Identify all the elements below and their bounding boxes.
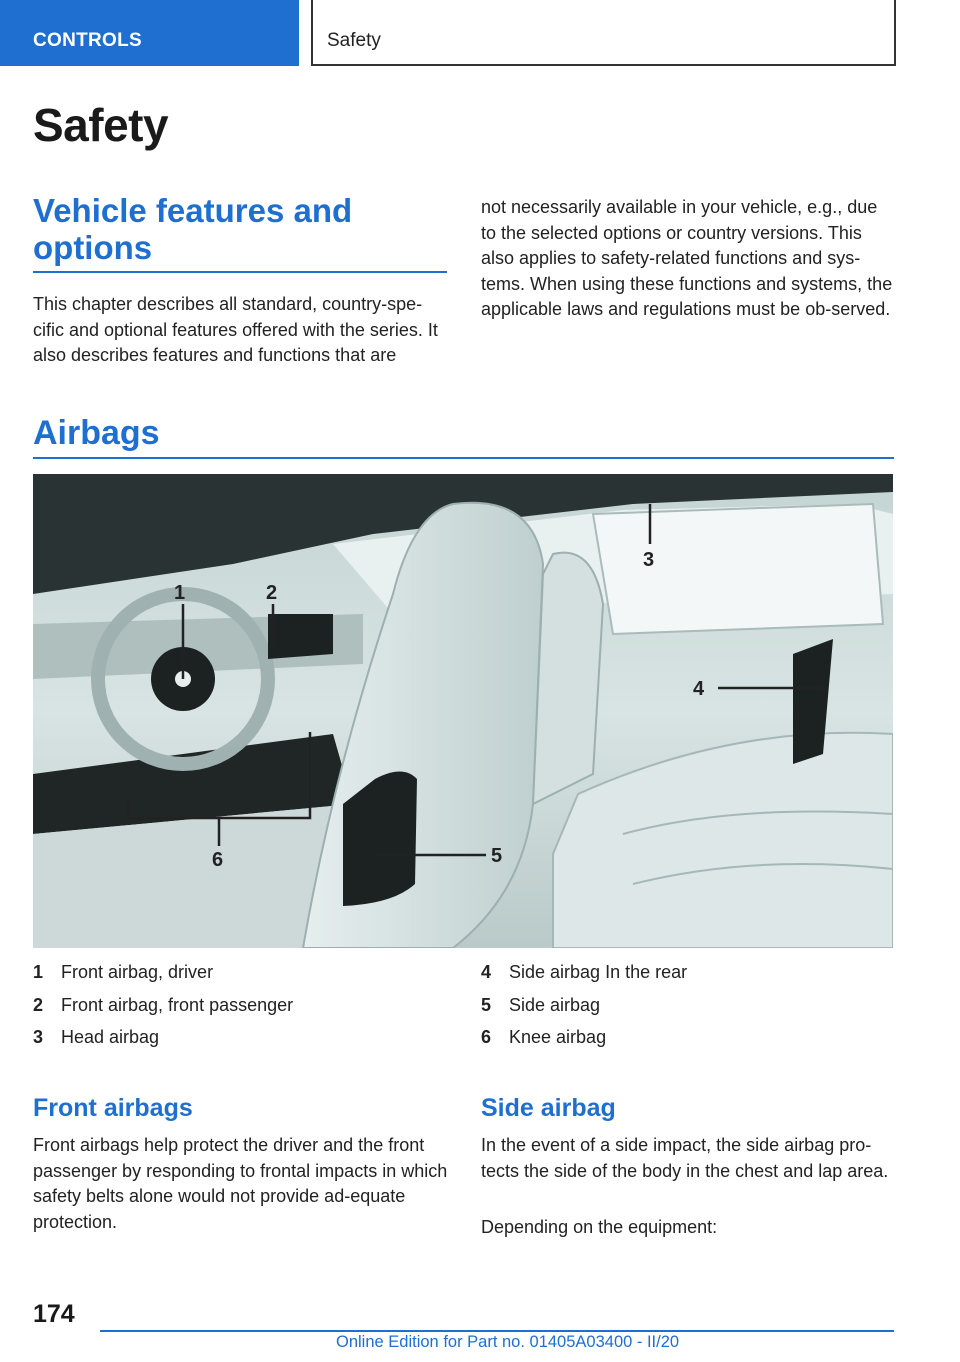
footer-rule <box>100 1330 894 1332</box>
heading-rule <box>33 271 447 273</box>
legend-number: 3 <box>33 1027 44 1047</box>
legend-number: 6 <box>481 1027 492 1047</box>
front-airbags-heading: Front airbags <box>33 1094 193 1122</box>
callout-5: 5 <box>491 845 503 867</box>
front-airbags-paragraph: Front airbags help protect the driver and the front passenger by responding to frontal impacts in which safety belts alone would not provide ad-equate protection. <box>33 1135 448 1232</box>
callout-3: 3 <box>643 549 655 571</box>
callout-2: 2 <box>266 582 278 604</box>
page-number: 174 <box>33 1300 75 1328</box>
legend-number: 4 <box>481 962 492 982</box>
legend-label: Side airbag In the rear <box>509 962 688 982</box>
callout-1: 1 <box>174 582 186 604</box>
vehicle-features-paragraph-right: not necessarily available in your vehicle, e.g., due to the selected options or country versions. This also applies to safety-related functions and sys-tems. When using these functions and systems, the applicable laws and regulations must be ob-served. <box>481 197 893 319</box>
vehicle-features-paragraph-left: This chapter describes all standard, country-spe-cific and optional features offered with the series. It also describes features and functions that are <box>33 294 438 365</box>
side-airbag-paragraph: In the event of a side impact, the side airbag pro-tects the side of the body in the chest and lap area. <box>481 1135 889 1181</box>
section-header: Safety <box>311 0 896 66</box>
airbags-heading: Airbags <box>33 414 160 452</box>
legend-number: 5 <box>481 994 492 1015</box>
legend-number: 2 <box>33 994 44 1015</box>
legend-label: Front airbag, driver <box>61 962 214 982</box>
airbags-rule <box>33 457 894 459</box>
legend-label: Front airbag, front passenger <box>61 994 294 1015</box>
legend-label: Knee airbag <box>509 1027 607 1047</box>
chapter-tab: CONTROLS <box>0 0 299 66</box>
side-airbag-heading: Side airbag <box>481 1094 616 1122</box>
car-interior-illustration <box>33 474 893 948</box>
legend-label: Side airbag <box>509 994 601 1015</box>
vehicle-features-heading: Vehicle features and options <box>33 192 353 266</box>
side-airbag-paragraph-2: Depending on the equipment: <box>481 1217 718 1237</box>
legend-number: 1 <box>33 962 44 982</box>
callout-6: 6 <box>212 849 224 871</box>
legend-label: Head airbag <box>61 1027 160 1047</box>
edition-footer: Online Edition for Part no. 01405A03400 - II/20 <box>336 1333 680 1351</box>
page-title: Safety <box>33 99 169 151</box>
airbag-locations-figure <box>33 474 893 948</box>
callout-4: 4 <box>693 678 705 700</box>
